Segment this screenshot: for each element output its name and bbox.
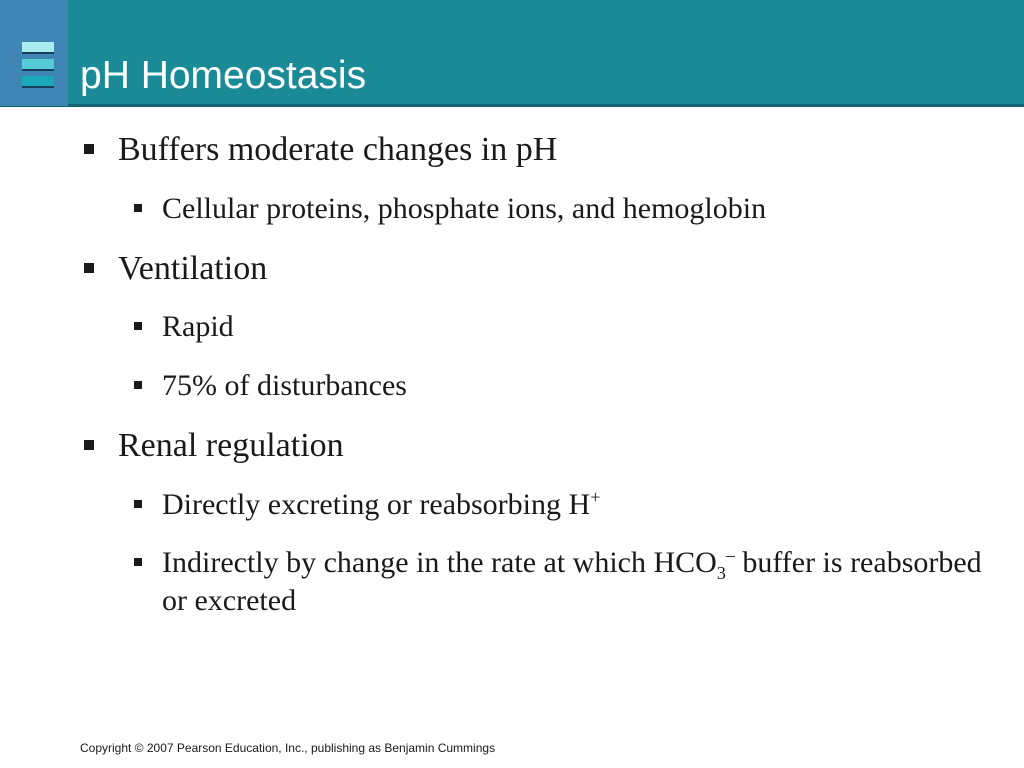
bullet-text: Renal regulation <box>118 427 344 464</box>
square-bullet-icon <box>134 204 142 212</box>
sub-bullet-item <box>162 190 766 228</box>
square-bullet-icon <box>84 263 94 273</box>
sub-bullet-item <box>162 486 600 524</box>
bullet-text-continued: buffer is reabsorbed or excreted <box>162 546 982 617</box>
bullet-text: Ventilation <box>118 250 268 287</box>
bullet-text: Directly excreting or reabsorbing H <box>162 488 591 521</box>
sub-bullet-item <box>162 308 234 346</box>
superscript: + <box>590 487 601 507</box>
sub-bullet-item <box>162 367 407 405</box>
bullet-text: Rapid <box>162 310 234 343</box>
superscript: – <box>725 545 735 565</box>
subscript: 3 <box>716 563 726 583</box>
square-bullet-icon <box>84 440 94 450</box>
square-bullet-icon <box>134 381 142 389</box>
slide-title: pH Homeostasis <box>80 54 367 97</box>
bullet-item <box>118 130 557 170</box>
bullet-text: Cellular proteins, phosphate ions, and hemoglobin <box>162 192 767 225</box>
square-bullet-icon <box>134 558 142 566</box>
bullet-text: 75% of disturbances <box>162 369 407 402</box>
square-bullet-icon <box>134 500 142 508</box>
square-bullet-icon <box>84 144 94 154</box>
bullet-item <box>118 426 344 466</box>
bullet-item <box>118 249 267 289</box>
bullet-text: Indirectly by change in the rate at which HCO <box>162 546 717 579</box>
bullet-text: Buffers moderate changes in pH <box>118 131 558 168</box>
square-bullet-icon <box>134 322 142 330</box>
sub-bullet-item <box>162 544 982 620</box>
copyright-footer: Copyright © 2007 Pearson Education, Inc., publishing as Benjamin Cummings <box>80 741 496 755</box>
